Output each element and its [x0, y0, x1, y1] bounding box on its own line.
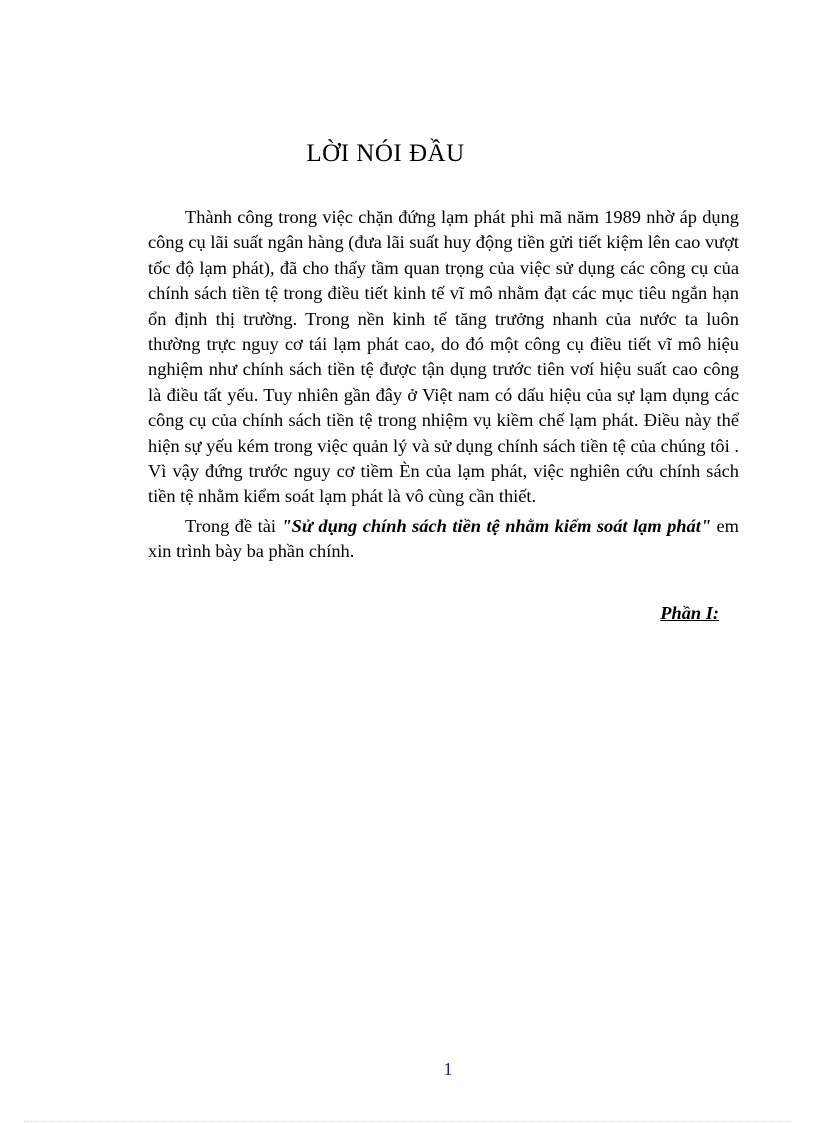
- part-heading: Phần I:: [660, 603, 719, 623]
- topic-paragraph-prefix: Trong đề tài: [185, 515, 282, 536]
- intro-paragraph: Thành công trong việc chặn đứng lạm phát phi mã năm 1989 nhờ áp dụng công cụ lãi suất ngân hàng (đưa lãi suất huy động tiền gửi tiết kiệm lên cao vượt tốc độ lạm phát), đã cho thấy tầm quan trọng của việc sử dụng các công cụ của chính sách tiền tệ trong điều tiết kinh tế vĩ mô nhằm đạt các mục tiêu ngắn hạn ổn định thị trường. Trong nền kinh tế tăng trưởng nhanh của nước ta luôn thường trực nguy cơ tái lạm phát cao, do đó một công cụ điều tiết vĩ mô hiệu nghiệm như chính sách tiền tệ được tận dụng trước tiên vơí hiệu suất cao công là điều tất yếu. Tuy nhiên gần đây ở Việt nam có dấu hiệu của sự lạm dụng các công cụ của chính sách tiền tệ trong nhiệm vụ kiềm chế lạm phát. Điều này thể hiện sự yếu kém trong việc quản lý và sử dụng chính sách tiền tệ của chúng tôi . Vì vậy đứng trước nguy cơ tiềm Èn của lạm phát, việc nghiên cứu chính sách tiền tệ nhằm kiểm soát lạm phát là vô cùng cần thiết.: [148, 207, 739, 507]
- topic-title: "Sử dụng chính sách tiền tệ nhằm kiểm soát lạm phát": [281, 515, 712, 536]
- topic-paragraph-suffix: em xin trình bày ba phần chính.: [148, 515, 739, 562]
- page-number: 1: [443, 1059, 453, 1079]
- topic-paragraph: [148, 514, 739, 565]
- page-bottom-border: [24, 1121, 792, 1122]
- document-title: LỜI NÓI ĐẦU: [306, 140, 465, 167]
- document-body: [148, 205, 739, 569]
